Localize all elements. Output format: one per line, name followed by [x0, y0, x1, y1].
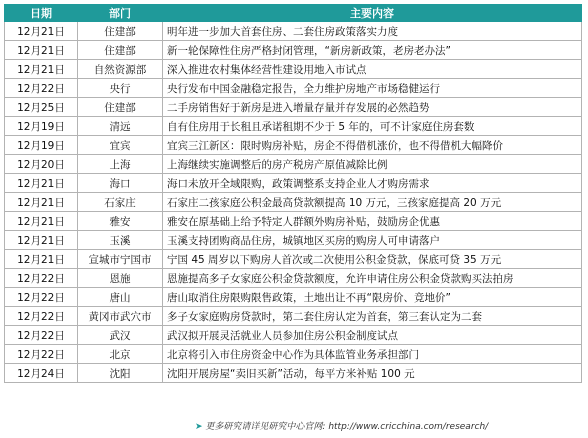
cell-department: 唐山 — [78, 288, 163, 307]
cell-department: 玉溪 — [78, 231, 163, 250]
cell-date: 12月21日 — [5, 193, 78, 212]
policy-table-container — [4, 4, 581, 383]
cell-department: 北京 — [78, 345, 163, 364]
cell-content: 北京将引入市住房资金中心作为具体监管业务承担部门 — [163, 345, 582, 364]
cell-content: 二手房销售好于新房是进入增量存量并存发展的必然趋势 — [163, 98, 582, 117]
cell-date: 12月22日 — [5, 345, 78, 364]
cell-date: 12月21日 — [5, 41, 78, 60]
cell-department: 住建部 — [78, 22, 163, 41]
table-row — [5, 307, 582, 326]
cell-date: 12月24日 — [5, 364, 78, 383]
cell-content: 石家庄二孩家庭公积金最高贷款额提高 10 万元，三孩家庭提高 20 万元 — [163, 193, 582, 212]
cell-date: 12月21日 — [5, 22, 78, 41]
header-date: 日期 — [5, 5, 78, 22]
cell-date: 12月21日 — [5, 212, 78, 231]
cell-date: 12月22日 — [5, 79, 78, 98]
cell-department: 自然资源部 — [78, 60, 163, 79]
cell-content: 宜宾三江新区：限时购房补贴，房企不得借机涨价，也不得借机大幅降价 — [163, 136, 582, 155]
cell-department: 雅安 — [78, 212, 163, 231]
cell-content: 武汉拟开展灵活就业人员参加住房公积金制度试点 — [163, 326, 582, 345]
table-body — [5, 22, 582, 383]
footer-note — [195, 419, 488, 432]
cell-content: 新一轮保障性住房严格封闭管理，“新房新政策，老房老办法” — [163, 41, 582, 60]
cell-content: 海口未放开全域限购，政策调整系支持企业人才购房需求 — [163, 174, 582, 193]
cell-date: 12月20日 — [5, 155, 78, 174]
cell-content: 恩施提高多子女家庭公积金贷款额度，允许申请住房公积金贷款购买法拍房 — [163, 269, 582, 288]
cell-date: 12月21日 — [5, 231, 78, 250]
cell-content: 央行发布中国金融稳定报告，全力维护房地产市场稳健运行 — [163, 79, 582, 98]
cell-date: 12月22日 — [5, 326, 78, 345]
table-row — [5, 98, 582, 117]
cell-date: 12月22日 — [5, 307, 78, 326]
table-row — [5, 364, 582, 383]
table-row — [5, 193, 582, 212]
cell-content: 深入推进农村集体经营性建设用地入市试点 — [163, 60, 582, 79]
table-row — [5, 174, 582, 193]
cell-content: 沈阳开展房屋“卖旧买新”活动，每平方米补贴 100 元 — [163, 364, 582, 383]
table-row — [5, 345, 582, 364]
cell-department: 沈阳 — [78, 364, 163, 383]
cell-content: 自有住房用于长租且承诺租期不少于 5 年的，可不计家庭住房套数 — [163, 117, 582, 136]
table-row — [5, 79, 582, 98]
cell-content: 玉溪支持团购商品住房，城镇地区买房的购房人可申请落户 — [163, 231, 582, 250]
arrow-icon: ➤ — [195, 422, 203, 432]
cell-date: 12月21日 — [5, 60, 78, 79]
cell-content: 明年进一步加大首套住房、二套住房政策落实力度 — [163, 22, 582, 41]
table-row — [5, 22, 582, 41]
table-row — [5, 155, 582, 174]
table-header-row — [5, 5, 582, 22]
table-row — [5, 41, 582, 60]
table-row — [5, 326, 582, 345]
cell-department: 央行 — [78, 79, 163, 98]
cell-content: 多子女家庭购房贷款时，第二套住房认定为首套，第三套认定为二套 — [163, 307, 582, 326]
cell-department: 武汉 — [78, 326, 163, 345]
cell-department: 宜宾 — [78, 136, 163, 155]
table-row — [5, 231, 582, 250]
cell-content: 宁国 45 周岁以下购房人首次或二次使用公积金贷款，保底可贷 35 万元 — [163, 250, 582, 269]
cell-department: 恩施 — [78, 269, 163, 288]
cell-department: 石家庄 — [78, 193, 163, 212]
cell-department: 上海 — [78, 155, 163, 174]
table-row — [5, 269, 582, 288]
policy-table — [4, 4, 582, 383]
header-content: 主要内容 — [163, 5, 582, 22]
cell-content: 雅安在原基础上给予特定人群额外购房补贴，鼓励房企优惠 — [163, 212, 582, 231]
table-row — [5, 136, 582, 155]
table-row — [5, 212, 582, 231]
cell-content: 唐山取消住房限购限售政策，土地出让不再“限房价、竞地价” — [163, 288, 582, 307]
table-row — [5, 288, 582, 307]
cell-department: 海口 — [78, 174, 163, 193]
cell-date: 12月22日 — [5, 269, 78, 288]
cell-date: 12月21日 — [5, 250, 78, 269]
cell-department: 住建部 — [78, 41, 163, 60]
cell-department: 宣城市宁国市 — [78, 250, 163, 269]
cell-date: 12月25日 — [5, 98, 78, 117]
table-row — [5, 117, 582, 136]
cell-date: 12月22日 — [5, 288, 78, 307]
cell-content: 上海继续实施调整后的房产税房产原值减除比例 — [163, 155, 582, 174]
cell-date: 12月19日 — [5, 117, 78, 136]
table-row — [5, 60, 582, 79]
cell-department: 住建部 — [78, 98, 163, 117]
cell-date: 12月19日 — [5, 136, 78, 155]
cell-department: 清远 — [78, 117, 163, 136]
table-row — [5, 250, 582, 269]
cell-department: 黄冈市武穴市 — [78, 307, 163, 326]
header-department: 部门 — [78, 5, 163, 22]
cell-date: 12月21日 — [5, 174, 78, 193]
footer-text: 更多研究请详见研究中心官网: http://www.cricchina.com/research/ — [205, 422, 489, 432]
